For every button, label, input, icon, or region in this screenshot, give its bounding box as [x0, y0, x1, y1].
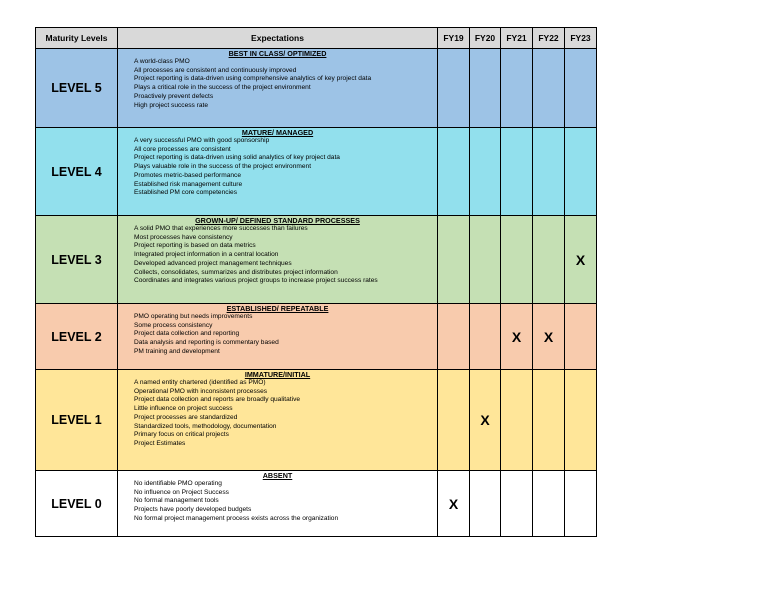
table-header — [36, 28, 597, 49]
expectations-cell — [118, 471, 438, 537]
tier-heading: GROWN-UP/ DEFINED STANDARD PROCESSES — [195, 216, 360, 225]
fy22-mark-cell — [533, 370, 565, 471]
maturity-level-cell: LEVEL 2 — [36, 304, 118, 370]
fy23-mark-cell — [565, 128, 597, 216]
fy21-mark-cell — [501, 128, 533, 216]
header-maturity-levels: Maturity Levels — [36, 28, 118, 49]
header-fy22: FY22 — [533, 28, 565, 49]
expectations-cell — [118, 304, 438, 370]
expectation-item: • Project data collection and reporting — [134, 330, 437, 339]
expectation-item: • A very successful PMO with good sponsorship — [134, 137, 437, 146]
fy21-mark-cell: X — [501, 304, 533, 370]
expectation-item: • No identifiable PMO operating — [134, 480, 437, 489]
expectation-item: • Primary focus on critical projects — [134, 431, 437, 440]
maturity-level-cell: LEVEL 0 — [36, 471, 118, 537]
expectation-item: • Project reporting is based on data metrics — [134, 242, 437, 251]
fy19-mark-cell: X — [438, 471, 470, 537]
fy22-mark-cell — [533, 128, 565, 216]
fy19-mark-cell — [438, 370, 470, 471]
table-row — [36, 304, 597, 370]
fy23-mark-cell: X — [565, 216, 597, 304]
fy20-mark-cell — [470, 471, 501, 537]
expectation-item: • No formal management tools — [134, 497, 437, 506]
expectation-item: • High project success rate — [134, 102, 437, 111]
fy19-mark-cell — [438, 304, 470, 370]
expectation-item: • Operational PMO with inconsistent processes — [134, 388, 437, 397]
fy21-mark-cell — [501, 370, 533, 471]
tier-heading: MATURE/ MANAGED — [241, 128, 314, 137]
expectation-item: • Proactively prevent defects — [134, 93, 437, 102]
expectations-cell — [118, 370, 438, 471]
fy22-mark-cell — [533, 216, 565, 304]
header-fy23: FY23 — [565, 28, 597, 49]
expectations-list — [118, 480, 437, 524]
expectation-item: • Projects have poorly developed budgets — [134, 506, 437, 515]
expectation-item: • Promotes metric-based performance — [134, 172, 437, 181]
expectations-cell — [118, 128, 438, 216]
header-row — [36, 28, 597, 49]
expectation-item: • No influence on Project Success — [134, 489, 437, 498]
expectations-cell — [118, 216, 438, 304]
fy22-mark-cell: X — [533, 304, 565, 370]
fy21-mark-cell — [501, 49, 533, 128]
expectation-item: • Some process consistency — [134, 322, 437, 331]
expectation-item: • A world-class PMO — [134, 58, 437, 67]
table-row — [36, 216, 597, 304]
expectation-item: • Project reporting is data-driven using solid analytics of key project data — [134, 154, 437, 163]
expectation-item: • Developed advanced project management techniques — [134, 260, 437, 269]
expectation-item: • Collects, consolidates, summarizes and distributes project information — [134, 269, 437, 278]
expectations-cell — [118, 49, 438, 128]
table-body — [36, 49, 597, 537]
fy20-mark-cell: X — [470, 370, 501, 471]
expectation-item: • Coordinates and integrates various project groups to increase project success rates — [134, 277, 437, 286]
expectation-item: • All processes are consistent and continuously improved — [134, 67, 437, 76]
expectation-item: • No formal project management process exists across the organization — [134, 515, 437, 524]
tier-heading: ABSENT — [262, 471, 293, 480]
maturity-level-cell: LEVEL 1 — [36, 370, 118, 471]
maturity-level-cell: LEVEL 3 — [36, 216, 118, 304]
fy20-mark-cell — [470, 216, 501, 304]
header-fy19: FY19 — [438, 28, 470, 49]
fy20-mark-cell — [470, 128, 501, 216]
fy20-mark-cell — [470, 49, 501, 128]
expectation-item: • Data analysis and reporting is commentary based — [134, 339, 437, 348]
maturity-table — [35, 27, 597, 537]
expectation-item: • All core processes are consistent — [134, 146, 437, 155]
expectations-list — [118, 58, 437, 110]
expectation-item: • Standardized tools, methodology, documentation — [134, 423, 437, 432]
fy19-mark-cell — [438, 49, 470, 128]
table-row — [36, 370, 597, 471]
expectations-list — [118, 379, 437, 449]
expectation-item: • Project reporting is data-driven using comprehensive analytics of key project data — [134, 75, 437, 84]
maturity-level-cell: LEVEL 4 — [36, 128, 118, 216]
tier-heading: IMMATURE/INITIAL — [244, 370, 311, 379]
expectations-list — [118, 137, 437, 198]
expectations-list — [118, 313, 437, 357]
fy23-mark-cell — [565, 304, 597, 370]
expectation-item: • Most processes have consistency — [134, 234, 437, 243]
fy21-mark-cell — [501, 216, 533, 304]
fy20-mark-cell — [470, 304, 501, 370]
expectation-item: • Project data collection and reports are broadly qualitative — [134, 396, 437, 405]
expectation-item: • Project Estimates — [134, 440, 437, 449]
expectation-item: • A solid PMO that experiences more successes than failures — [134, 225, 437, 234]
fy19-mark-cell — [438, 216, 470, 304]
expectation-item: • PM training and development — [134, 348, 437, 357]
expectation-item: • Project processes are standardized — [134, 414, 437, 423]
expectation-item: • Established PM core competencies — [134, 189, 437, 198]
fy19-mark-cell — [438, 128, 470, 216]
expectation-item: • PMO operating but needs improvements — [134, 313, 437, 322]
fy23-mark-cell — [565, 370, 597, 471]
expectation-item: • Little influence on project success — [134, 405, 437, 414]
tier-heading: ESTABLISHED/ REPEATABLE — [226, 304, 329, 313]
table-row — [36, 471, 597, 537]
tier-heading: BEST IN CLASS/ OPTIMIZED — [228, 49, 327, 58]
expectation-item: • Integrated project information in a central location — [134, 251, 437, 260]
expectation-item: • A named entity chartered (identified as PMO) — [134, 379, 437, 388]
fy22-mark-cell — [533, 471, 565, 537]
maturity-level-cell: LEVEL 5 — [36, 49, 118, 128]
expectation-item: • Established risk management culture — [134, 181, 437, 190]
fy23-mark-cell — [565, 471, 597, 537]
fy22-mark-cell — [533, 49, 565, 128]
header-expectations: Expectations — [118, 28, 438, 49]
fy21-mark-cell — [501, 471, 533, 537]
header-fy21: FY21 — [501, 28, 533, 49]
table-row — [36, 49, 597, 128]
header-fy20: FY20 — [470, 28, 501, 49]
expectation-item: • Plays valuable role in the success of the project environment — [134, 163, 437, 172]
expectation-item: • Plays a critical role in the success of the project environment — [134, 84, 437, 93]
fy23-mark-cell — [565, 49, 597, 128]
table-row — [36, 128, 597, 216]
expectations-list — [118, 225, 437, 286]
